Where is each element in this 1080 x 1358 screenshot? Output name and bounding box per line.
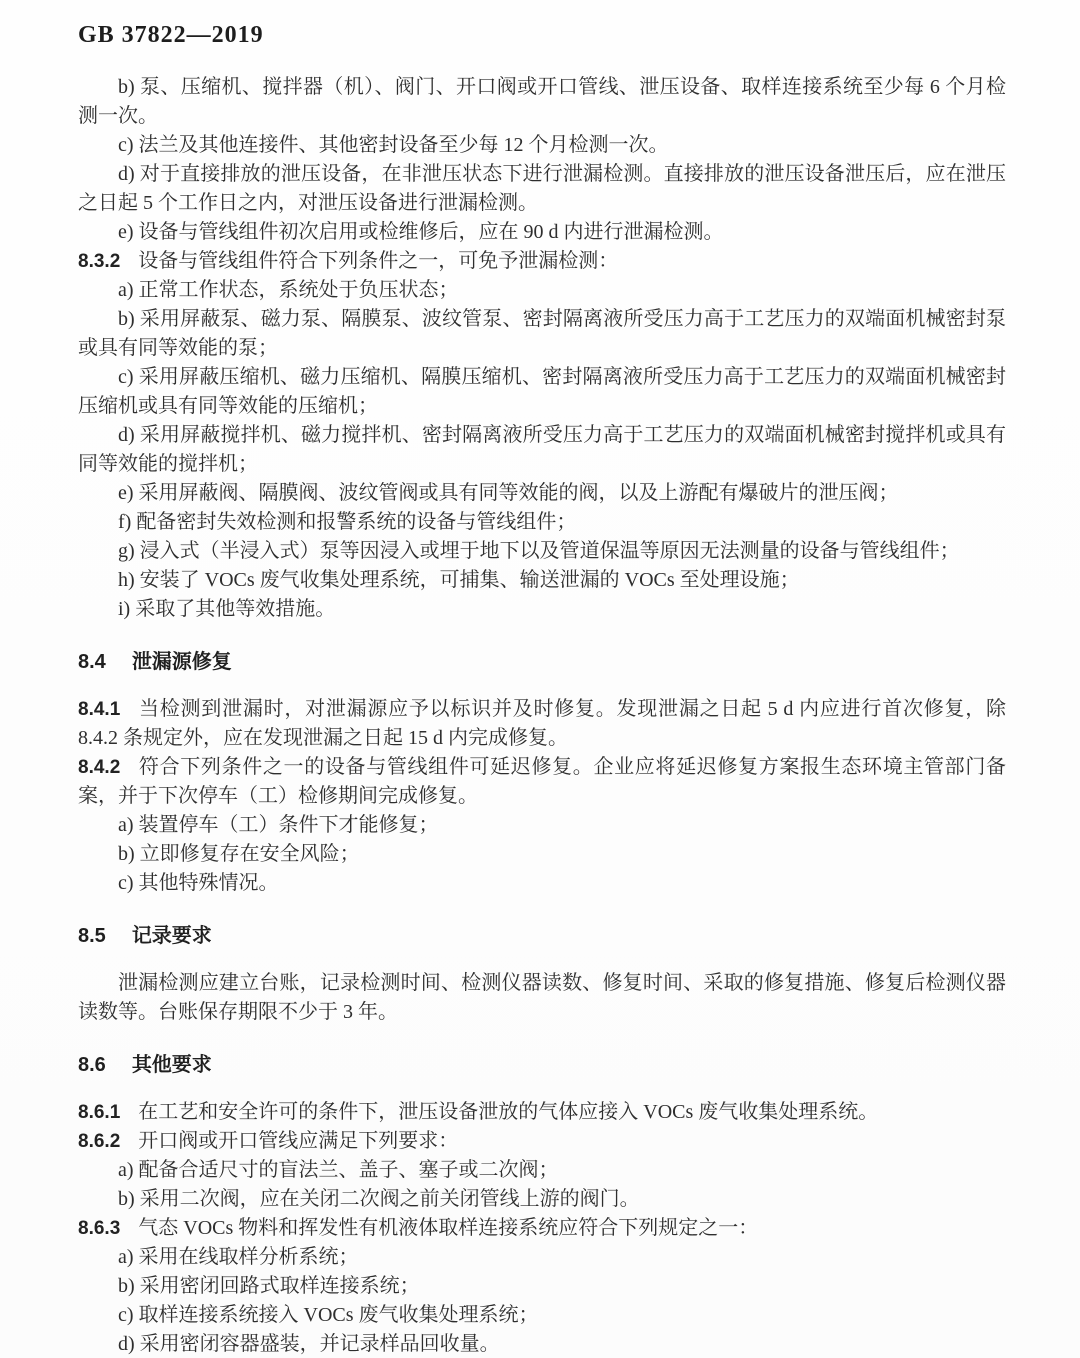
clause-paragraph [78,1214,1006,1243]
clause-number: 8.4.2 [78,757,121,778]
list-item: a) 正常工作状态，系统处于负压状态； [118,279,459,301]
list-item: b) 采用屏蔽泵、磁力泵、隔膜泵、波纹管泵、密封隔离液所受压力高于工艺压力的双端面机械密封泵或具有同等效能的泵； [78,308,1006,359]
list-item: e) 设备与管线组件初次启用或检维修后，应在 90 d 内进行泄漏检测。 [118,221,724,243]
section-heading [78,648,1006,677]
section-heading [78,1051,1006,1080]
list-item: f) 配备密封失效检测和报警系统的设备与管线组件； [118,511,577,533]
clause-text: 气态 VOCs 物料和挥发性有机液体取样连接系统应符合下列规定之一： [138,1217,759,1239]
clause-paragraph [78,247,1006,276]
clause-text: 开口阀或开口管线应满足下列要求： [138,1130,459,1152]
body-paragraph: 泄漏检测应建立台账，记录检测时间、检测仪器读数、修复时间、采取的修复措施、修复后检测仪器读数等。台账保存期限不少于 3 年。 [78,972,1006,1023]
list-item: a) 装置停车（工）条件下才能修复； [118,814,439,836]
clause-number: 8.6.1 [78,1102,121,1123]
list-item: g) 浸入式（半浸入式）泵等因浸入或埋于地下以及管道保温等原因无法测量的设备与管线组件； [118,540,960,562]
list-item: a) 采用在线取样分析系统； [118,1246,359,1268]
clause-text: 设备与管线组件符合下列条件之一，可免予泄漏检测： [138,250,619,272]
section-heading [78,922,1006,951]
standard-code-header: GB 37822—2019 [78,22,264,48]
list-item: c) 法兰及其他连接件、其他密封设备至少每 12 个月检测一次。 [118,134,669,156]
document-body [78,73,1006,1358]
section-title: 记录要求 [131,925,212,947]
clause-paragraph [78,1098,1006,1127]
list-item: b) 立即修复存在安全风险； [118,843,360,865]
clause-number: 8.4.1 [78,699,121,720]
list-item: d) 对于直接排放的泄压设备，在非泄压状态下进行泄漏检测。直接排放的泄压设备泄压后，应在泄压之日起 5 个工作日之内，对泄压设备进行泄漏检测。 [78,163,1006,214]
section-title: 其他要求 [131,1054,212,1076]
clause-number: 8.6.3 [78,1218,121,1239]
clause-text: 在工艺和安全许可的条件下，泄压设备泄放的气体应接入 VOCs 废气收集处理系统。 [138,1101,879,1123]
list-item: b) 采用密闭回路式取样连接系统； [118,1275,420,1297]
section-number: 8.6 [78,1054,106,1076]
clause-number: 8.3.2 [78,251,121,272]
list-item: c) 其他特殊情况。 [118,872,279,894]
clause-paragraph [78,695,1006,753]
clause-text: 符合下列条件之一的设备与管线组件可延迟修复。企业应将延迟修复方案报生态环境主管部门备案，并于下次停车（工）检修期间完成修复。 [78,756,1006,807]
list-item: h) 安装了 VOCs 废气收集处理系统，可捕集、输送泄漏的 VOCs 至处理设施； [118,569,800,591]
list-item: c) 采用屏蔽压缩机、磁力压缩机、隔膜压缩机、密封隔离液所受压力高于工艺压力的双端面机械密封压缩机或具有同等效能的压缩机； [78,366,1006,417]
section-number: 8.4 [78,651,106,673]
list-item: a) 配备合适尺寸的盲法兰、盖子、塞子或二次阀； [118,1159,559,1181]
list-item: d) 采用密闭容器盛装，并记录样品回收量。 [118,1333,500,1355]
list-item: b) 泵、压缩机、搅拌器（机）、阀门、开口阀或开口管线、泄压设备、取样连接系统至少每 6 个月检测一次。 [78,76,1006,127]
list-item: c) 取样连接系统接入 VOCs 废气收集处理系统； [118,1304,539,1326]
clause-text: 当检测到泄漏时，对泄漏源应予以标识并及时修复。发现泄漏之日起 5 d 内应进行首次修复，除 8.4.2 条规定外，应在发现泄漏之日起 15 d 内完成修复。 [78,698,1006,749]
clause-paragraph [78,1127,1006,1156]
clause-number: 8.6.2 [78,1131,121,1152]
list-item: b) 采用二次阀，应在关闭二次阀之前关闭管线上游的阀门。 [118,1188,640,1210]
list-item: e) 采用屏蔽阀、隔膜阀、波纹管阀或具有同等效能的阀，以及上游配有爆破片的泄压阀； [118,482,899,504]
list-item: i) 采取了其他等效措施。 [118,598,336,620]
clause-paragraph [78,753,1006,811]
list-item: d) 采用屏蔽搅拌机、磁力搅拌机、密封隔离液所受压力高于工艺压力的双端面机械密封搅拌机或具有同等效能的搅拌机； [78,424,1006,475]
section-number: 8.5 [78,925,106,947]
section-title: 泄漏源修复 [131,651,232,673]
